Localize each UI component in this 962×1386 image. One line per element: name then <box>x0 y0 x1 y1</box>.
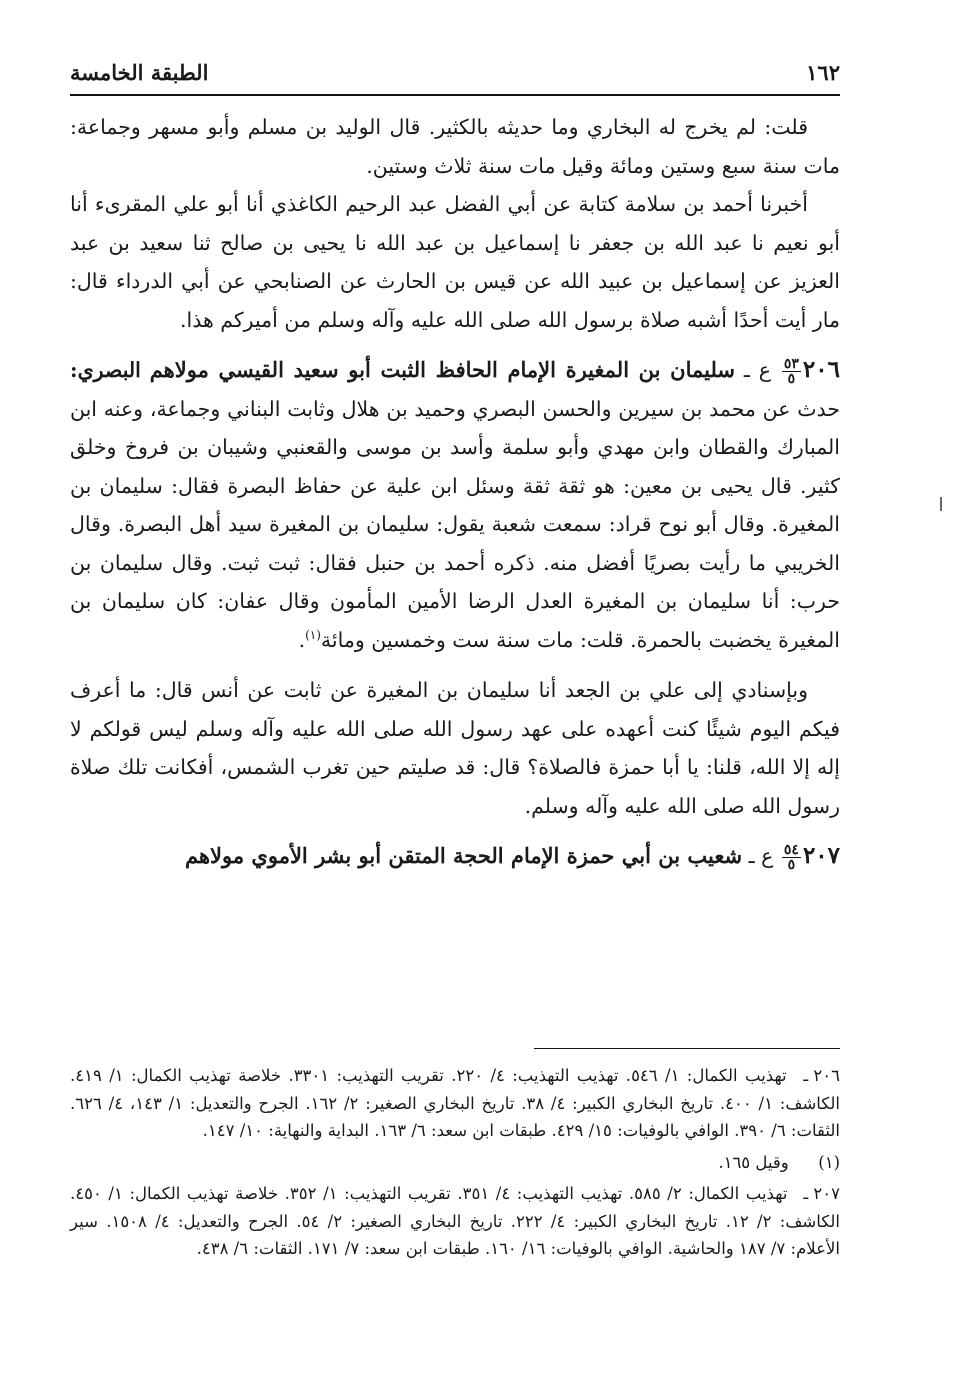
entry-fraction <box>782 357 801 386</box>
entry-name-continued: البصري: <box>70 358 141 382</box>
footnotes <box>70 1062 840 1263</box>
entry-207 <box>70 837 840 876</box>
entry-body: حدث عن محمد بن سيرين والحسن البصري وحميد بن هلال وثابت البناني وجماعة، وعنه ابن المبارك والقطان وابن مهدي وأبو سلمة وأسد بن موسى والقعنبي وشيبان بن فروخ وخلق كثير. قال يحيى بن معين: هو ثقة ثقة وسئل ابن علية عن حفاظ البصرة فقال: سليمان بن المغيرة. وقال أبو نوح قراد: سمعت شعبة يقول: سليمان بن المغيرة سيد أهل البصرة. وقال الخريبي ما رأيت بصريًا أفضل منه. ذكره أحمد بن حنبل فقال: ثبت ثبت. وقال سليمان بن حرب: أنا سليمان بن المغيرة العدل الرضا الأمين المأمون وقال عفان: كان سليمان بن المغيرة يخضبت بالحمرة. قلت: مات سنة ست وخمسين ومائة <box>70 396 840 652</box>
paragraph-previous-entry-end: قلت: لم يخرج له البخاري وما حديثه بالكثير. قال الوليد بن مسلم وأبو مسهر وجماعة: مات سنة سبع وستين ومائة وقيل مات سنة ثلاث وستين. <box>70 115 840 178</box>
footnote-text: وقيل ١٦٥. <box>718 1152 789 1172</box>
margin-mark <box>940 497 942 511</box>
fraction-top: ٥٣ <box>783 356 799 372</box>
entry-name: سليمان بن المغيرة الإمام الحافظ الثبت أبو سعيد القيسي مولاهم <box>149 357 736 382</box>
entry-marker: ع ـ <box>748 844 774 868</box>
paragraph-hadith: وبإسنادي إلى علي بن الجعد أنا سليمان بن المغيرة عن ثابت عن أنس قال: ما أعرف فيكم اليوم شيئًا كنت أعهده على عهد رسول الله صلى الله عليه وآله وسلم ليس قولكم لا إله إلا الله، قلنا: يا أبا حمزة فالصلاة؟ قال: قد صليتم حين تغرب الشمس، أفكانت تلك صلاة رسول الله صلى الله عليه وآله وسلم. <box>70 678 840 818</box>
footnote-tag: ٢٠٧ ـ <box>803 1184 841 1203</box>
footnote-tag: ٢٠٦ ـ <box>803 1066 841 1085</box>
entry-fraction <box>782 843 801 872</box>
entry-body-end: . <box>298 627 306 652</box>
page-header <box>70 52 840 92</box>
footnote-1 <box>70 1149 840 1177</box>
entry-name: شعيب بن أبي حمزة الإمام الحجة المتقن أبو بشر الأموي مولاهم <box>184 843 743 868</box>
fraction-top: ٥٤ <box>783 842 799 858</box>
page-number: ١٦٢ <box>806 59 840 85</box>
footnote-separator <box>534 1048 840 1049</box>
section-title: الطبقة الخامسة <box>70 59 209 85</box>
fraction-bottom: ٥ <box>787 371 796 387</box>
entry-marker: ع ـ <box>743 358 771 382</box>
footnote-207 <box>70 1180 840 1263</box>
entry-number: ٢٠٦ <box>802 356 840 383</box>
fraction-bottom: ٥ <box>787 857 796 873</box>
paragraph-isnad: أخبرنا أحمد بن سلامة كتابة عن أبي الفضل عبد الرحيم الكاغذي أنا أبو علي المقرىء أنا أبو نعيم نا عبد الله بن جعفر نا إسماعيل بن عبد الله نا يحيى بن صالح ثنا سعيد بن عبد العزيز عن إسماعيل بن عبيد الله عن قيس بن الحارث عن الصنابحي عن أبي الدرداء قال: مار أيت أحدًا أشبه صلاة برسول الله صلى الله عليه وآله وسلم من أميركم هذا. <box>70 192 840 332</box>
entry-206 <box>70 351 840 659</box>
book-page <box>70 52 840 1386</box>
footnote-reference: (١) <box>305 627 321 642</box>
entry-number: ٢٠٧ <box>802 842 840 869</box>
header-rule <box>70 94 840 96</box>
footnote-text: تهذيب الكمال: ١/ ٥٤٦. تهذيب التهذيب: ٤/ ٢٢٠. تقريب التهذيب: ٣٣٠١. خلاصة تهذيب الكمال: ١/ ٤١٩. الكاشف: ١/ ٤٠٠. تاريخ البخاري الكبير: ٤/ ٣٨. تاريخ البخاري الصغير: ٢/ ١٦٢. الجرح والتعديل: ١/ ١٤٣، ٤/ ٦٢٦. الثقات: ٦/ ٣٩٠. الوافي بالوفيات: ١٥/ ٤٢٩. طبقات ابن سعد: ٦/ ١٦٣. البداية والنهاية: ١٠/ ١٤٧. <box>70 1066 841 1140</box>
footnote-text: تهذيب الكمال: ٢/ ٥٨٥. تهذيب التهذيب: ٤/ ٣٥١. تقريب التهذيب: ١/ ٣٥٢. خلاصة تهذيب الكمال: ١/ ٤٥٠. الكاشف: ٢/ ١٢. تاريخ البخاري الكبير: ٤/ ٢٢٢. تاريخ البخاري الصغير: ٢/ ٥٤. الجرح والتعديل: ٤/ ١٥٠٨. سير الأعلام: ٧/ ١٨٧ والحاشية. الوافي بالوفيات: ١٦/ ١٦٠. طبقات ابن سعد: ٧/ ١٧١. الثقات: ٦/ ٤٣٨. <box>70 1184 841 1258</box>
footnote-206 <box>70 1062 840 1145</box>
footnote-tag: (١) <box>818 1152 840 1172</box>
